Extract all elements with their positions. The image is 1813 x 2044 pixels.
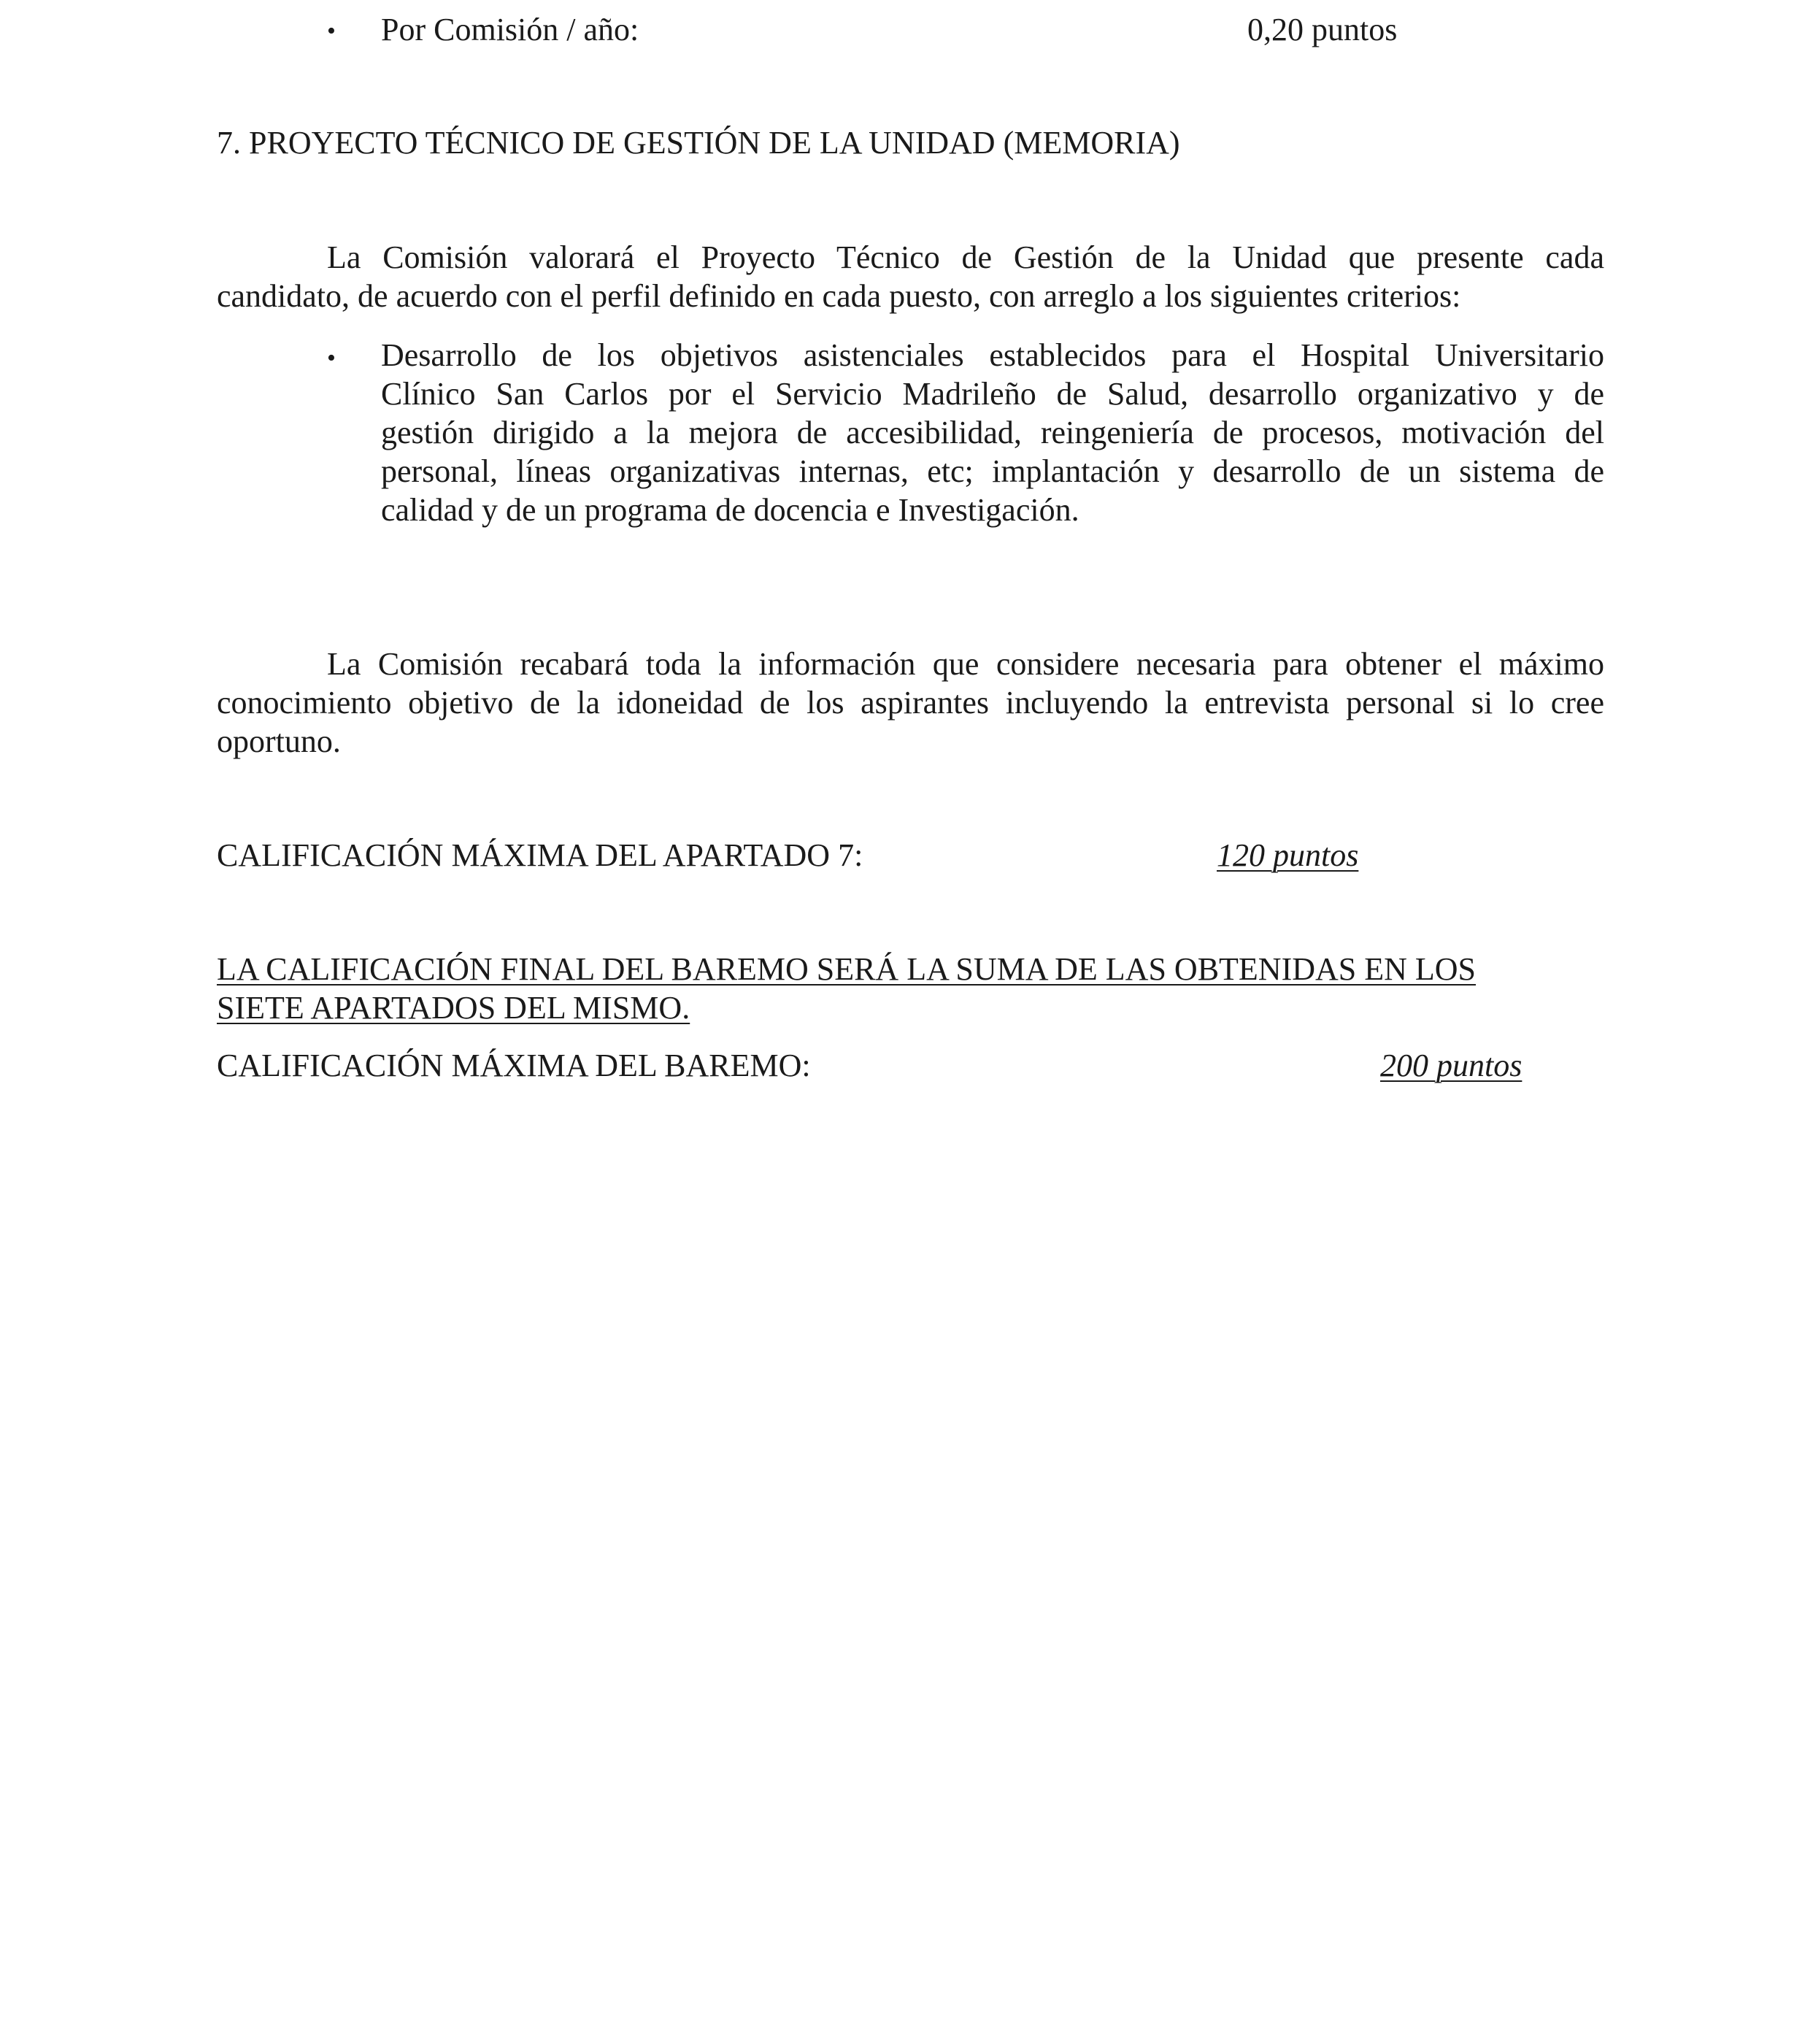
section7-max-label: CALIFICACIÓN MÁXIMA DEL APARTADO 7:: [217, 837, 863, 873]
comision-value: 0,20 puntos: [1247, 12, 1398, 47]
final-note-line2: SIETE APARTADOS DEL MISMO.: [217, 990, 690, 1026]
info-line1: La Comisión recabará toda la información que considere necesaria para obtener el máximo: [327, 646, 1604, 682]
criteria-line: personal, líneas organizativas internas, etc; implantación y desarrollo de un sistema de: [381, 453, 1604, 489]
section7-intro-line1: La Comisión valorará el Proyecto Técnico de Gestión de la Unidad que presente cada: [327, 239, 1604, 275]
criteria-list-item: [381, 336, 1604, 529]
baremo-max-value: 200 puntos: [1380, 1048, 1523, 1083]
criteria-line: Desarrollo de los objetivos asistenciales establecidos para el Hospital Universitario: [381, 337, 1604, 373]
criteria-line: gestión dirigido a la mejora de accesibilidad, reingeniería de procesos, motivación del: [381, 415, 1604, 450]
info-line2: conocimiento objetivo de la idoneidad de los aspirantes incluyendo la entrevista personal si lo cree: [217, 685, 1604, 721]
info-line3: oportuno.: [217, 723, 341, 759]
section7-heading: 7. PROYECTO TÉCNICO DE GESTIÓN DE LA UNIDAD (MEMORIA): [217, 125, 1180, 161]
criteria-line: Clínico San Carlos por el Servicio Madrileño de Salud, desarrollo organizativo y de: [381, 376, 1604, 412]
bullet-icon: •: [327, 18, 336, 45]
bullet-icon: •: [327, 345, 336, 372]
comision-label: Por Comisión / año:: [381, 12, 639, 47]
section7-intro-line2: candidato, de acuerdo con el perfil definido en cada puesto, con arreglo a los siguientes criterios:: [217, 278, 1461, 314]
baremo-max-label: CALIFICACIÓN MÁXIMA DEL BAREMO:: [217, 1048, 811, 1083]
criteria-line: calidad y de un programa de docencia e Investigación.: [381, 492, 1079, 528]
final-note-line1: LA CALIFICACIÓN FINAL DEL BAREMO SERÁ LA SUMA DE LAS OBTENIDAS EN LOS: [217, 951, 1477, 987]
section7-max-value: 120 puntos: [1217, 837, 1359, 873]
